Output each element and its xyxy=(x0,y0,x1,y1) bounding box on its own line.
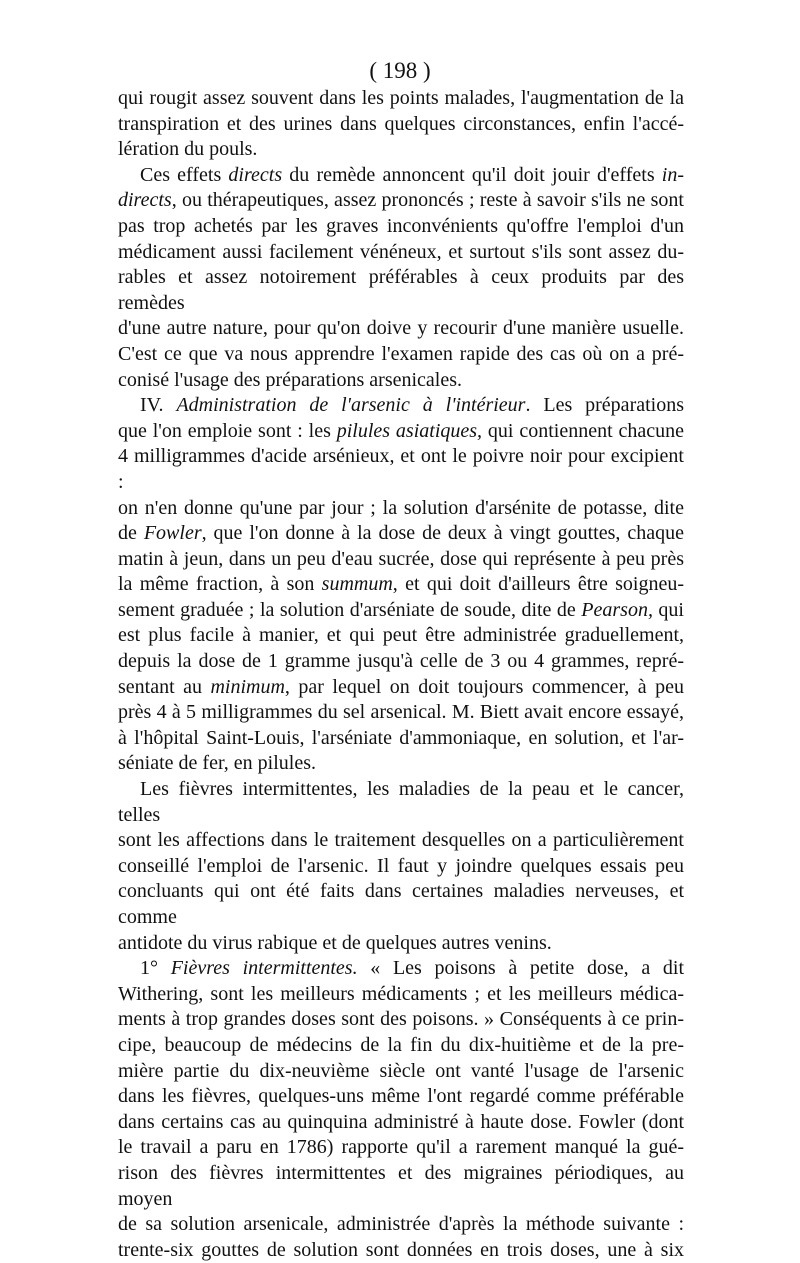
text-line: de sa solution arsenicale, administrée d'après la méthode suivante : xyxy=(118,1213,684,1236)
italic-term: in- xyxy=(661,163,684,186)
text-run: qui contiennent chacune xyxy=(482,419,684,442)
page-number: ( 198 ) xyxy=(369,58,431,83)
subsection-number: 1° xyxy=(140,957,171,980)
text-line: rison des fièvres intermittentes et des migraines périodiques, au moyen xyxy=(118,1161,684,1210)
text-run: de xyxy=(118,522,144,545)
text-line xyxy=(118,188,684,214)
italic-term: minimum xyxy=(210,675,285,698)
text-line: près 4 à 5 milligrammes du sel arsenical. M. Biett avait encore essayé, xyxy=(118,701,684,724)
subsection-heading: Fièvres intermittentes. xyxy=(170,957,358,980)
body-text xyxy=(118,86,684,1263)
italic-term: Pearson, xyxy=(581,598,653,621)
text-line xyxy=(118,521,684,547)
text-line: lération du pouls. xyxy=(118,138,258,161)
text-line: le travail a paru en 1786) rapporte qu'il a rarement manqué la gué- xyxy=(118,1136,684,1159)
text-line: depuis la dose de 1 gramme jusqu'à celle de 3 ou 4 grammes, repré- xyxy=(118,650,684,673)
text-line: médicament aussi facilement vénéneux, et surtout s'ils sont assez du- xyxy=(118,240,684,263)
text-line xyxy=(118,675,684,701)
section-number: IV. xyxy=(140,394,177,417)
text-line: conseillé l'emploi de l'arsenic. Il faut y joindre quelques essais peu xyxy=(118,854,684,877)
text-line: à l'hôpital Saint-Louis, l'arséniate d'ammoniaque, en solution, et l'ar- xyxy=(118,726,684,749)
text-line: concluants qui ont été faits dans certaines maladies nerveuses, et comme xyxy=(118,880,684,928)
text-line: ments à trop grandes doses sont des poisons. » Conséquents à ce prin- xyxy=(118,1008,684,1031)
paragraph-2 xyxy=(118,163,684,393)
paragraph-1 xyxy=(118,86,684,163)
text-run: que l'on emploie sont : les xyxy=(118,419,337,442)
text-run: Les fièvres intermittentes, les maladies de la peau et le cancer, telles xyxy=(118,778,684,826)
text-line xyxy=(118,419,684,445)
text-run: « Les poisons à petite dose, a dit xyxy=(357,957,685,980)
text-run: sentant au xyxy=(118,675,211,698)
text-run: du remède annoncent qu'il doit jouir d'effets xyxy=(282,163,662,186)
paragraph-5 xyxy=(118,956,684,1263)
text-run: , par lequel on doit toujours commencer, à peu xyxy=(284,675,684,698)
text-line: 4 milligrammes d'acide arsénieux, et ont le poivre noir pour excipient : xyxy=(118,445,684,493)
italic-term: pilules asiatiques, xyxy=(336,419,483,442)
text-line: trente-six gouttes de solution sont données en trois doses, une à six xyxy=(118,1238,684,1261)
text-run: la même fraction, à son xyxy=(118,573,322,596)
text-line: on n'en donne qu'une par jour ; la solution d'arsénite de potasse, dite xyxy=(118,496,684,519)
text-line: conisé l'usage des préparations arsenicales. xyxy=(118,368,463,391)
text-run: qui xyxy=(652,598,684,621)
text-line xyxy=(118,777,684,828)
text-line: matin à jeun, dans un peu d'eau sucrée, dose qui représente à peu près xyxy=(118,547,684,570)
text-line xyxy=(118,163,684,189)
text-line: pas trop achetés par les graves inconvénients qu'offre l'emploi d'un xyxy=(118,214,684,237)
text-run: , ou thérapeutiques, assez prononcés ; reste à savoir s'ils ne sont xyxy=(171,189,684,212)
text-line: rables et assez notoirement préférables à ceux produits par des remèdes xyxy=(118,266,684,314)
italic-term: summum xyxy=(321,573,393,596)
text-run: , et qui doit d'ailleurs être soigneu- xyxy=(392,573,685,596)
text-line xyxy=(118,572,684,598)
text-run: sement graduée ; la solution d'arséniate de soude, dite de xyxy=(118,598,582,621)
text-line: transpiration et des urines dans quelques circonstances, enfin l'accé- xyxy=(118,112,684,135)
text-line: séniate de fer, en pilules. xyxy=(118,752,317,775)
subsection-heading-line xyxy=(118,956,684,982)
text-run: . Les préparations xyxy=(525,394,684,417)
paragraph-4 xyxy=(118,777,684,956)
text-line: sont les affections dans le traitement desquelles on a particulièrement xyxy=(118,829,684,852)
text-line: Withering, sont les meilleurs médicaments ; et les meilleurs médica- xyxy=(118,982,684,1005)
text-line xyxy=(118,598,684,624)
text-line: mière partie du dix-neuvième siècle ont vanté l'usage de l'arsenic xyxy=(118,1059,684,1082)
italic-term: directs xyxy=(228,163,283,186)
paragraph-3 xyxy=(118,393,684,777)
text-line: dans certains cas au quinquina administré à haute dose. Fowler (dont xyxy=(118,1110,684,1133)
italic-term: directs xyxy=(118,189,172,212)
text-line: antidote du virus rabique et de quelques autres venins. xyxy=(118,931,552,954)
text-line: dans les fièvres, quelques-uns même l'ont regardé comme préférable xyxy=(118,1085,684,1108)
text-line: C'est ce que va nous apprendre l'examen rapide des cas où on a pré- xyxy=(118,342,684,365)
section-heading: Administration de l'arsenic à l'intérieur xyxy=(176,394,526,417)
text-run: Ces effets xyxy=(140,163,229,186)
text-line: qui rougit assez souvent dans les points malades, l'augmentation de la xyxy=(118,87,684,109)
italic-term: Fowler xyxy=(143,522,202,545)
text-line: d'une autre nature, pour qu'on doive y recourir d'une manière usuelle. xyxy=(118,317,684,340)
text-line: cipe, beaucoup de médecins de la fin du dix-huitième et de la pre- xyxy=(118,1033,684,1056)
text-run: , que l'on donne à la dose de deux à vingt gouttes, chaque xyxy=(201,522,684,545)
section-heading-line xyxy=(118,393,684,419)
text-line: est plus facile à manier, et qui peut être administrée graduellement, xyxy=(118,624,684,647)
